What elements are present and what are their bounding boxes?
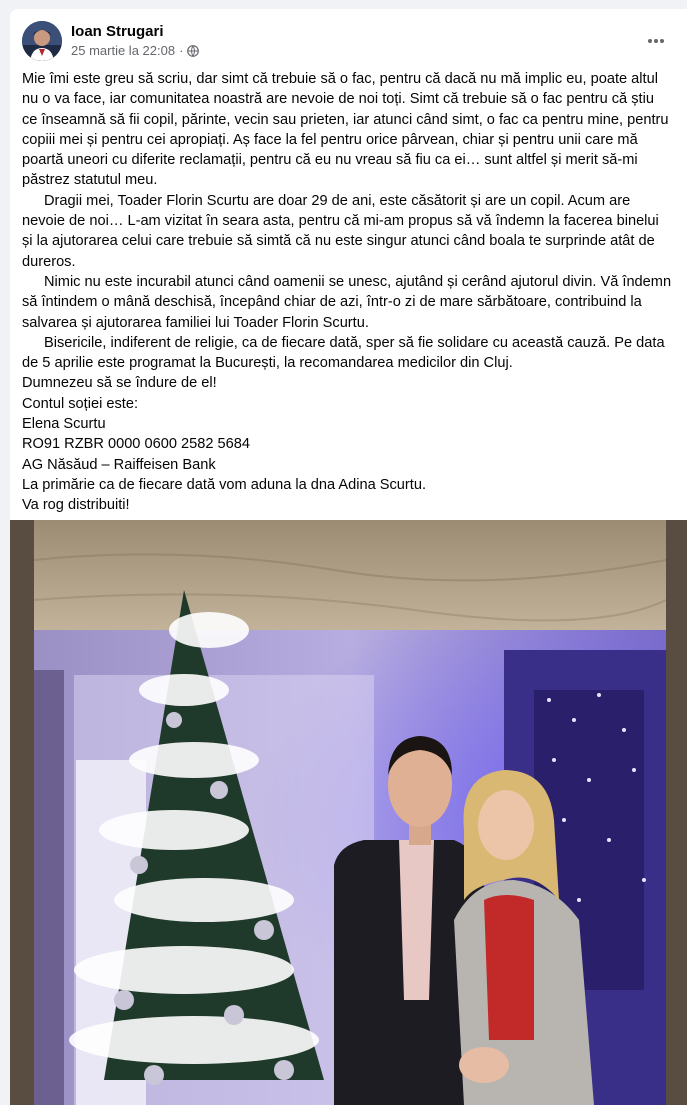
post-meta <box>71 43 199 58</box>
post-paragraph: Elena Scurtu <box>22 416 106 433</box>
post-header <box>22 21 672 61</box>
post-body <box>22 69 672 516</box>
post-paragraph: Va rog distribuiti! <box>22 497 130 514</box>
globe-icon <box>187 45 199 57</box>
post-photo-frame[interactable] <box>10 520 687 1105</box>
post-timestamp[interactable]: 25 martie la 22:08 <box>71 43 176 58</box>
post-paragraph: RO91 RZBR 0000 0600 2582 5684 <box>22 436 250 453</box>
post-author[interactable]: Ioan Strugari <box>71 23 164 40</box>
avatar[interactable] <box>22 21 62 61</box>
post-paragraph: Nimic nu este incurabil atunci când oamenii se unesc, ajutând și cerând ajutorul divin. Vă îndemn să întindem o mână deschisă, începând chiar de azi, într-o zi de mare sărbătoare, contribuind la salvarea și ajutorarea familiei lui Toader Florin Scurtu. <box>22 273 672 331</box>
post-paragraph: Mie îmi este greu să scriu, dar simt că trebuie să o fac, pentru că dacă nu mă implic eu, poate altul nu o va face, iar comunitatea noastră are nevoie de noi toți. Simt că trebuie să o fac pentru că știu ce înseamnă să fii copil, părinte, vecin sau prieten, iar atunci când simt, o fac ca pentru mine, pentru copiii mei și pentru cei apropiați. Aș face la fel pentru orice pârvean, chiar și pentru unii care mă poartă uneori cu diferite reclamații, pentru că eu nu vreau să fiu ca ei… sunt altfel și merit să-mi păstrez statutul meu. <box>22 71 669 189</box>
post-paragraph: Contul soției este: <box>22 395 139 412</box>
more-options-icon[interactable] <box>644 29 668 53</box>
post-card <box>10 9 687 1105</box>
meta-separator: · <box>179 43 184 58</box>
post-paragraph: Dragii mei, Toader Florin Scurtu are doar 29 de ani, este căsătorit și are un copil. Acum are nevoie de noi… L-am vizitat în seara asta, pentru că mi-am propus să vă îndemn la facerea binelui și la ajutorarea celui care trebuie să simtă că nu este singur atunci când boala te surprinde atât de dureros. <box>22 192 659 270</box>
post-paragraph: La primărie ca de fiecare dată vom aduna la dna Adina Scurtu. <box>22 476 427 493</box>
post-paragraph: Bisericile, indiferent de religie, ca de fiecare dată, sper să fie solidare cu această cauză. Pe data de 5 aprilie este programat la București, la recomandarea medicilor din Cluj. <box>22 334 665 372</box>
post-paragraph: AG Năsăud – Raiffeisen Bank <box>22 456 216 473</box>
post-paragraph: Dumnezeu să se îndure de el! <box>22 375 217 392</box>
post-photo[interactable] <box>34 520 666 1105</box>
